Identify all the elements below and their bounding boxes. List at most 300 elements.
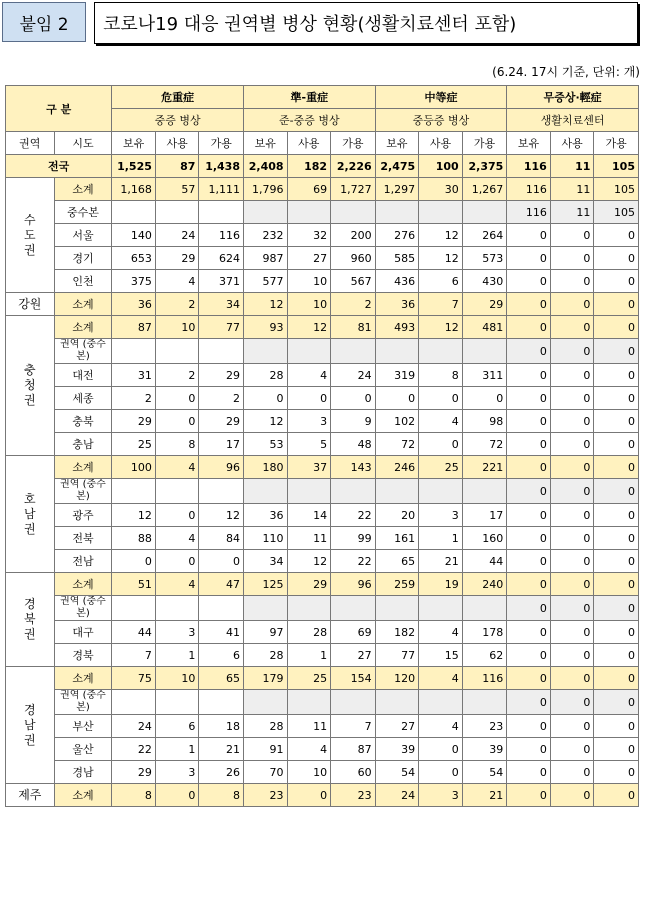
table-cell: 12	[419, 247, 463, 270]
table-cell: 0	[419, 433, 463, 456]
table-cell: 125	[243, 573, 287, 596]
table-cell: 22	[331, 504, 376, 527]
table-cell: 0	[594, 738, 639, 761]
table-cell: 4	[155, 270, 199, 293]
table-cell: 36	[375, 293, 419, 316]
table-cell: 21	[462, 784, 507, 807]
table-cell	[112, 339, 156, 364]
table-row	[6, 573, 639, 596]
table-cell: 8	[112, 784, 156, 807]
table-cell: 105	[594, 155, 639, 178]
table-cell: 54	[375, 761, 419, 784]
table-cell: 0	[550, 339, 594, 364]
header-metric: 가용	[199, 132, 244, 155]
table-cell: 0	[155, 550, 199, 573]
row-label: 중수본	[54, 201, 112, 224]
total-label: 전국	[6, 155, 112, 178]
table-cell	[287, 339, 331, 364]
row-label: 전북	[54, 527, 112, 550]
table-cell: 0	[594, 667, 639, 690]
table-cell: 99	[331, 527, 376, 550]
table-cell: 4	[155, 456, 199, 479]
table-cell: 577	[243, 270, 287, 293]
table-row	[6, 410, 639, 433]
table-cell: 2	[155, 364, 199, 387]
table-row	[6, 456, 639, 479]
table-cell: 9	[331, 410, 376, 433]
table-cell: 2,408	[243, 155, 287, 178]
table-cell: 44	[112, 621, 156, 644]
row-label: 소계	[54, 456, 112, 479]
table-cell: 0	[550, 270, 594, 293]
table-row	[6, 316, 639, 339]
header-metric: 보유	[507, 132, 551, 155]
table-cell: 4	[287, 738, 331, 761]
row-label: 울산	[54, 738, 112, 761]
header-metric: 사용	[155, 132, 199, 155]
table-cell: 12	[419, 224, 463, 247]
table-cell: 0	[550, 621, 594, 644]
table-cell: 4	[419, 621, 463, 644]
table-cell: 27	[375, 715, 419, 738]
table-cell: 7	[419, 293, 463, 316]
table-cell: 84	[199, 527, 244, 550]
table-cell	[155, 596, 199, 621]
table-cell: 75	[112, 667, 156, 690]
table-cell: 77	[375, 644, 419, 667]
table-row	[6, 479, 639, 504]
table-cell: 116	[507, 178, 551, 201]
header-metric: 가용	[331, 132, 376, 155]
table-cell: 12	[112, 504, 156, 527]
table-cell: 182	[375, 621, 419, 644]
bed-status-table	[5, 85, 639, 807]
row-label: 충북	[54, 410, 112, 433]
table-cell	[375, 479, 419, 504]
table-cell: 0	[507, 247, 551, 270]
table-cell: 0	[507, 479, 551, 504]
table-cell: 0	[594, 364, 639, 387]
table-cell: 0	[550, 224, 594, 247]
table-cell: 0	[594, 339, 639, 364]
table-cell: 0	[507, 550, 551, 573]
header-metric: 보유	[243, 132, 287, 155]
table-cell: 12	[199, 504, 244, 527]
table-cell: 65	[375, 550, 419, 573]
table-cell: 0	[331, 387, 376, 410]
table-cell	[112, 201, 156, 224]
table-cell: 0	[594, 479, 639, 504]
table-cell: 72	[462, 433, 507, 456]
table-cell: 100	[112, 456, 156, 479]
header-group-critical: 危重症	[112, 86, 244, 109]
table-cell: 430	[462, 270, 507, 293]
table-cell: 0	[375, 387, 419, 410]
table-cell: 54	[462, 761, 507, 784]
table-cell: 8	[419, 364, 463, 387]
row-label: 대전	[54, 364, 112, 387]
table-cell	[419, 479, 463, 504]
table-cell: 87	[112, 316, 156, 339]
table-cell: 21	[419, 550, 463, 573]
table-row	[6, 761, 639, 784]
table-cell: 11	[550, 178, 594, 201]
table-cell: 0	[507, 784, 551, 807]
table-cell	[462, 201, 507, 224]
table-cell: 93	[243, 316, 287, 339]
table-cell: 1	[155, 738, 199, 761]
table-cell: 0	[594, 550, 639, 573]
table-cell: 0	[594, 504, 639, 527]
row-label: 권역 (중수본)	[54, 690, 112, 715]
table-cell: 0	[507, 715, 551, 738]
table-cell: 987	[243, 247, 287, 270]
table-cell: 436	[375, 270, 419, 293]
table-cell: 0	[507, 644, 551, 667]
table-cell: 0	[594, 690, 639, 715]
row-label: 부산	[54, 715, 112, 738]
table-cell: 1,796	[243, 178, 287, 201]
table-cell: 585	[375, 247, 419, 270]
table-cell	[331, 690, 376, 715]
table-cell: 11	[550, 201, 594, 224]
table-cell: 12	[287, 550, 331, 573]
table-cell	[243, 690, 287, 715]
table-cell: 0	[550, 550, 594, 573]
table-cell: 10	[287, 293, 331, 316]
row-label: 경남	[54, 761, 112, 784]
row-label: 소계	[54, 178, 112, 201]
table-cell: 26	[199, 761, 244, 784]
table-cell: 0	[550, 667, 594, 690]
header-gubun: 구 분	[6, 86, 112, 132]
table-cell: 41	[199, 621, 244, 644]
table-cell: 96	[199, 456, 244, 479]
table-cell: 29	[112, 761, 156, 784]
table-cell: 2,375	[462, 155, 507, 178]
table-cell: 0	[507, 293, 551, 316]
table-cell	[243, 479, 287, 504]
table-cell: 179	[243, 667, 287, 690]
table-cell	[375, 339, 419, 364]
table-cell: 0	[507, 270, 551, 293]
table-cell: 10	[155, 667, 199, 690]
region-name: 제주	[6, 784, 55, 807]
table-cell: 34	[199, 293, 244, 316]
table-cell: 12	[419, 316, 463, 339]
table-cell: 0	[550, 504, 594, 527]
row-label: 대구	[54, 621, 112, 644]
table-row	[6, 784, 639, 807]
header-region: 권역	[6, 132, 55, 155]
table-cell: 20	[375, 504, 419, 527]
header-metric: 사용	[287, 132, 331, 155]
table-cell: 0	[507, 316, 551, 339]
table-cell	[462, 690, 507, 715]
table-cell: 0	[155, 504, 199, 527]
table-cell: 7	[331, 715, 376, 738]
region-name: 수도권	[6, 178, 55, 293]
table-cell: 25	[419, 456, 463, 479]
table-cell: 1,297	[375, 178, 419, 201]
table-cell: 0	[507, 690, 551, 715]
table-cell	[462, 596, 507, 621]
table-cell: 0	[507, 387, 551, 410]
row-label: 세종	[54, 387, 112, 410]
table-cell: 72	[375, 433, 419, 456]
table-cell: 0	[112, 550, 156, 573]
table-cell: 31	[112, 364, 156, 387]
table-cell: 10	[155, 316, 199, 339]
table-cell: 28	[243, 644, 287, 667]
table-cell: 0	[550, 364, 594, 387]
table-cell: 10	[287, 270, 331, 293]
row-label: 소계	[54, 316, 112, 339]
table-cell	[243, 201, 287, 224]
table-cell: 0	[507, 364, 551, 387]
table-cell: 1,438	[199, 155, 244, 178]
table-cell: 3	[155, 621, 199, 644]
table-cell: 0	[594, 527, 639, 550]
table-cell: 0	[243, 387, 287, 410]
row-label: 소계	[54, 667, 112, 690]
table-cell: 0	[594, 596, 639, 621]
table-cell: 116	[199, 224, 244, 247]
row-label: 권역 (중수본)	[54, 479, 112, 504]
table-cell: 264	[462, 224, 507, 247]
table-cell: 27	[331, 644, 376, 667]
table-cell: 14	[287, 504, 331, 527]
table-cell: 0	[507, 339, 551, 364]
table-cell: 0	[155, 387, 199, 410]
table-cell	[112, 479, 156, 504]
table-row	[6, 504, 639, 527]
table-cell: 624	[199, 247, 244, 270]
header-metric: 보유	[112, 132, 156, 155]
table-cell: 0	[507, 433, 551, 456]
table-cell: 22	[112, 738, 156, 761]
table-cell	[155, 201, 199, 224]
table-cell: 18	[199, 715, 244, 738]
table-cell: 567	[331, 270, 376, 293]
table-cell: 0	[594, 316, 639, 339]
table-cell: 0	[507, 573, 551, 596]
table-cell: 0	[594, 573, 639, 596]
table-cell: 98	[462, 410, 507, 433]
table-cell: 39	[375, 738, 419, 761]
table-cell: 143	[331, 456, 376, 479]
table-cell: 0	[594, 715, 639, 738]
table-cell: 48	[331, 433, 376, 456]
table-cell: 69	[287, 178, 331, 201]
table-cell: 17	[199, 433, 244, 456]
table-cell: 0	[594, 761, 639, 784]
header-metric: 사용	[419, 132, 463, 155]
table-cell: 116	[507, 155, 551, 178]
table-cell: 0	[594, 410, 639, 433]
table-cell: 232	[243, 224, 287, 247]
header-metric: 가용	[594, 132, 639, 155]
table-cell: 2	[155, 293, 199, 316]
table-row	[6, 387, 639, 410]
table-cell: 0	[507, 456, 551, 479]
table-cell: 0	[594, 784, 639, 807]
row-label: 인천	[54, 270, 112, 293]
table-cell: 0	[550, 247, 594, 270]
table-cell: 105	[594, 201, 639, 224]
table-cell: 23	[462, 715, 507, 738]
table-cell	[331, 479, 376, 504]
table-cell: 4	[155, 573, 199, 596]
row-label: 소계	[54, 573, 112, 596]
table-cell: 24	[375, 784, 419, 807]
table-cell: 77	[199, 316, 244, 339]
table-cell: 0	[507, 410, 551, 433]
row-label: 서울	[54, 224, 112, 247]
table-cell	[331, 339, 376, 364]
table-cell: 0	[594, 224, 639, 247]
table-cell	[375, 690, 419, 715]
table-cell: 36	[243, 504, 287, 527]
row-label: 광주	[54, 504, 112, 527]
table-cell: 0	[550, 433, 594, 456]
table-cell: 246	[375, 456, 419, 479]
row-label: 권역 (중수본)	[54, 339, 112, 364]
table-cell: 15	[419, 644, 463, 667]
table-cell: 25	[112, 433, 156, 456]
table-cell: 10	[287, 761, 331, 784]
table-cell: 1	[155, 644, 199, 667]
table-row	[6, 550, 639, 573]
table-cell: 34	[243, 550, 287, 573]
header-group-moderate: 中等症	[375, 86, 507, 109]
table-cell: 24	[331, 364, 376, 387]
table-cell: 57	[155, 178, 199, 201]
table-row	[6, 527, 639, 550]
table-cell: 110	[243, 527, 287, 550]
table-cell: 653	[112, 247, 156, 270]
header-sub-semi-critical: 준-중증 병상	[243, 109, 375, 132]
table-cell: 1,267	[462, 178, 507, 201]
table-cell: 0	[550, 387, 594, 410]
table-cell: 28	[243, 715, 287, 738]
row-label: 경기	[54, 247, 112, 270]
table-cell: 319	[375, 364, 419, 387]
table-cell: 161	[375, 527, 419, 550]
table-cell: 53	[243, 433, 287, 456]
header-city: 시도	[54, 132, 112, 155]
table-cell	[155, 690, 199, 715]
table-cell	[243, 596, 287, 621]
table-cell: 0	[594, 433, 639, 456]
table-cell: 87	[155, 155, 199, 178]
table-row	[6, 667, 639, 690]
table-cell: 6	[155, 715, 199, 738]
table-row	[6, 247, 639, 270]
table-cell	[287, 479, 331, 504]
region-name: 경북권	[6, 573, 55, 667]
region-name: 강원	[6, 293, 55, 316]
table-cell: 0	[594, 387, 639, 410]
table-cell: 573	[462, 247, 507, 270]
table-cell: 97	[243, 621, 287, 644]
table-cell: 0	[155, 784, 199, 807]
table-cell: 96	[331, 573, 376, 596]
table-cell: 311	[462, 364, 507, 387]
table-cell: 120	[375, 667, 419, 690]
table-cell	[112, 690, 156, 715]
table-cell: 182	[287, 155, 331, 178]
table-cell: 3	[419, 784, 463, 807]
table-cell: 0	[550, 738, 594, 761]
table-cell: 0	[550, 573, 594, 596]
header-sub-mild: 생활치료센터	[507, 109, 639, 132]
table-cell: 4	[419, 410, 463, 433]
table-cell: 0	[507, 504, 551, 527]
table-cell: 200	[331, 224, 376, 247]
table-cell: 0	[594, 456, 639, 479]
table-cell	[462, 339, 507, 364]
header-metric: 사용	[550, 132, 594, 155]
table-cell	[199, 690, 244, 715]
table-row	[6, 178, 639, 201]
table-cell: 1,111	[199, 178, 244, 201]
table-cell: 0	[507, 224, 551, 247]
table-cell: 47	[199, 573, 244, 596]
table-cell: 160	[462, 527, 507, 550]
table-cell: 100	[419, 155, 463, 178]
table-cell: 81	[331, 316, 376, 339]
table-cell: 1,727	[331, 178, 376, 201]
table-cell	[331, 596, 376, 621]
table-cell: 87	[331, 738, 376, 761]
row-label: 경북	[54, 644, 112, 667]
header-sub-critical: 중증 병상	[112, 109, 244, 132]
table-cell: 0	[550, 784, 594, 807]
table-cell: 371	[199, 270, 244, 293]
table-cell: 5	[287, 433, 331, 456]
table-cell: 2	[199, 387, 244, 410]
table-cell: 2,475	[375, 155, 419, 178]
table-cell: 116	[507, 201, 551, 224]
table-cell	[287, 201, 331, 224]
table-cell: 29	[112, 410, 156, 433]
table-row	[6, 715, 639, 738]
table-cell: 39	[462, 738, 507, 761]
table-cell: 29	[155, 247, 199, 270]
table-row	[6, 293, 639, 316]
table-cell: 240	[462, 573, 507, 596]
table-cell: 25	[287, 667, 331, 690]
header-group-semi-critical: 準-重症	[243, 86, 375, 109]
table-cell: 1	[419, 527, 463, 550]
table-cell	[375, 201, 419, 224]
table-cell: 21	[199, 738, 244, 761]
table-row	[6, 339, 639, 364]
table-row	[6, 201, 639, 224]
table-cell: 102	[375, 410, 419, 433]
table-cell: 0	[419, 761, 463, 784]
table-cell: 4	[419, 667, 463, 690]
table-cell: 3	[287, 410, 331, 433]
table-cell: 178	[462, 621, 507, 644]
table-cell: 960	[331, 247, 376, 270]
table-cell: 29	[287, 573, 331, 596]
row-label: 충남	[54, 433, 112, 456]
table-cell: 44	[462, 550, 507, 573]
region-name: 충청권	[6, 316, 55, 456]
table-cell: 11	[287, 527, 331, 550]
